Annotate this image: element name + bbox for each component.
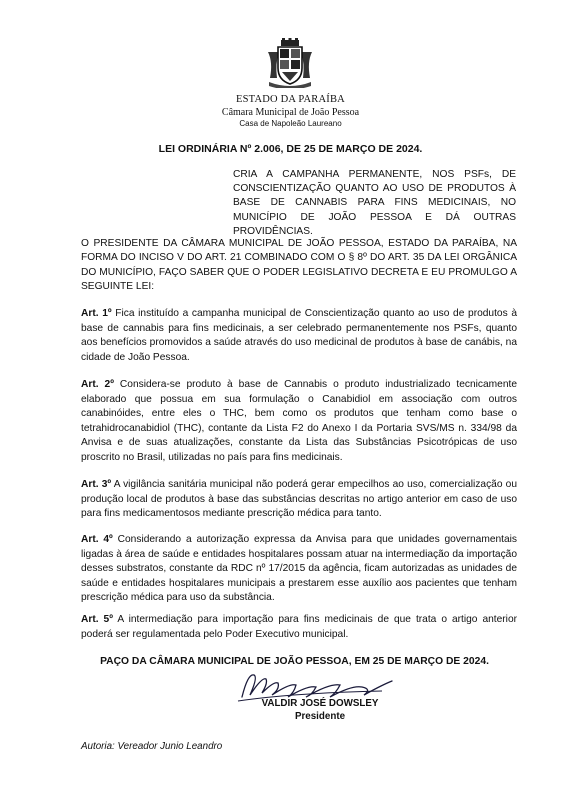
article-number: Art. 5º <box>81 614 113 625</box>
closing-statement: PAÇO DA CÂMARA MUNICIPAL DE JOÃO PESSOA, EM 25 DE MARÇO DE 2024. <box>100 656 489 667</box>
law-preamble: O PRESIDENTE DA CÂMARA MUNICIPAL DE JOÃO PESSOA, ESTADO DA PARAÍBA, NA FORMA DO INCISO V DO ART. 21 COMBINADO COM O § 8º DO ART. 35 DA LEI ORGÂNICA DO MUNICÍPIO, FAÇO SABER QUE O PODER LEGISLATIVO DECRETA E EU PROMULGO A SEGUINTE LEI: <box>81 238 517 293</box>
article-1 <box>81 307 517 365</box>
header-house: Casa de Napoleão Laureano <box>239 119 342 128</box>
article-number: Art. 4º <box>81 534 113 545</box>
law-author: Autoria: Vereador Junio Leandro <box>81 741 223 752</box>
article-2 <box>81 378 517 466</box>
article-5 <box>81 613 517 642</box>
law-title: LEI ORDINÁRIA Nº 2.006, DE 25 DE MARÇO DE 2024. <box>158 143 423 155</box>
article-text: Fica instituído a campanha municipal de Conscientização quanto ao uso de produtos à base de cannabis para fins medicinais, a ser celebrado permanentemente nos PSFs, quanto aos benefícios promovidos a saúde através do uso medicinal de produtos à base de canábis, na cidade de João Pessoa. <box>81 308 517 363</box>
article-text: A vigilância sanitária municipal não poderá gerar empecilhos ao uso, comercialização ou produção local de produtos à base das substâncias descritas no artigo anterior em caso de uso para fins medicamentosos mediante prescrição médica para tanto. <box>81 479 517 520</box>
law-ementa: CRIA A CAMPANHA PERMANENTE, NOS PSFs, DE CONSCIENTIZAÇÃO QUANTO AO USO DE PRODUTOS À BASE DE CANNABIS PARA FINS MEDICINAIS, NO MUNICÍPIO DE JOÃO PESSOA E DÁ OUTRAS PROVIDÊNCIAS. <box>233 169 516 237</box>
article-number: Art. 3º <box>81 479 112 490</box>
article-number: Art. 1º <box>81 308 112 319</box>
signer-role: Presidente <box>294 711 346 722</box>
article-text: Considerando a autorização expressa da Anvisa para que unidades governamentais ligadas à área de saúde e entidades hospitalares possam atuar na intermediação da importação desses substratos, constante da RDC nº 17/2015 da agência, ficam autorizadas as unidades de saúde e entidades hospitalares municipais a prestarem esse auxílio aos pacientes que tenham prescrição médica para uso da substância. <box>81 534 517 604</box>
article-3 <box>81 478 517 522</box>
header-state: ESTADO DA PARAÍBA <box>236 94 345 105</box>
article-text: Considera-se produto à base de Cannabis o produto industrializado tecnicamente elaborado que possua em sua formulação o Canabidiol em associação com outros canabinóides, entre eles o THC, bem como os produtos que tenham como base o tetrahidrocanabidiol (THC), contante da Lista F2 do Anexo I da Portaria SVS/MS n. 334/98 da Anvisa e de suas atualizações, constante da Lista das Substâncias Psicotrópicas de uso proscrito no Brasil, utilizadas no país para fins medicinais. <box>81 379 517 463</box>
article-text: A intermediação para importação para fins medicinais de que trata o artigo anterior poderá ser regulamentada pelo Poder Executivo municipal. <box>81 614 517 640</box>
article-4 <box>81 533 517 606</box>
article-number: Art. 2º <box>81 379 114 390</box>
header-chamber: Câmara Municipal de João Pessoa <box>221 107 360 118</box>
coat-of-arms-icon <box>265 38 315 88</box>
signer-name: VALDIR JOSÉ DOWSLEY <box>261 698 379 709</box>
